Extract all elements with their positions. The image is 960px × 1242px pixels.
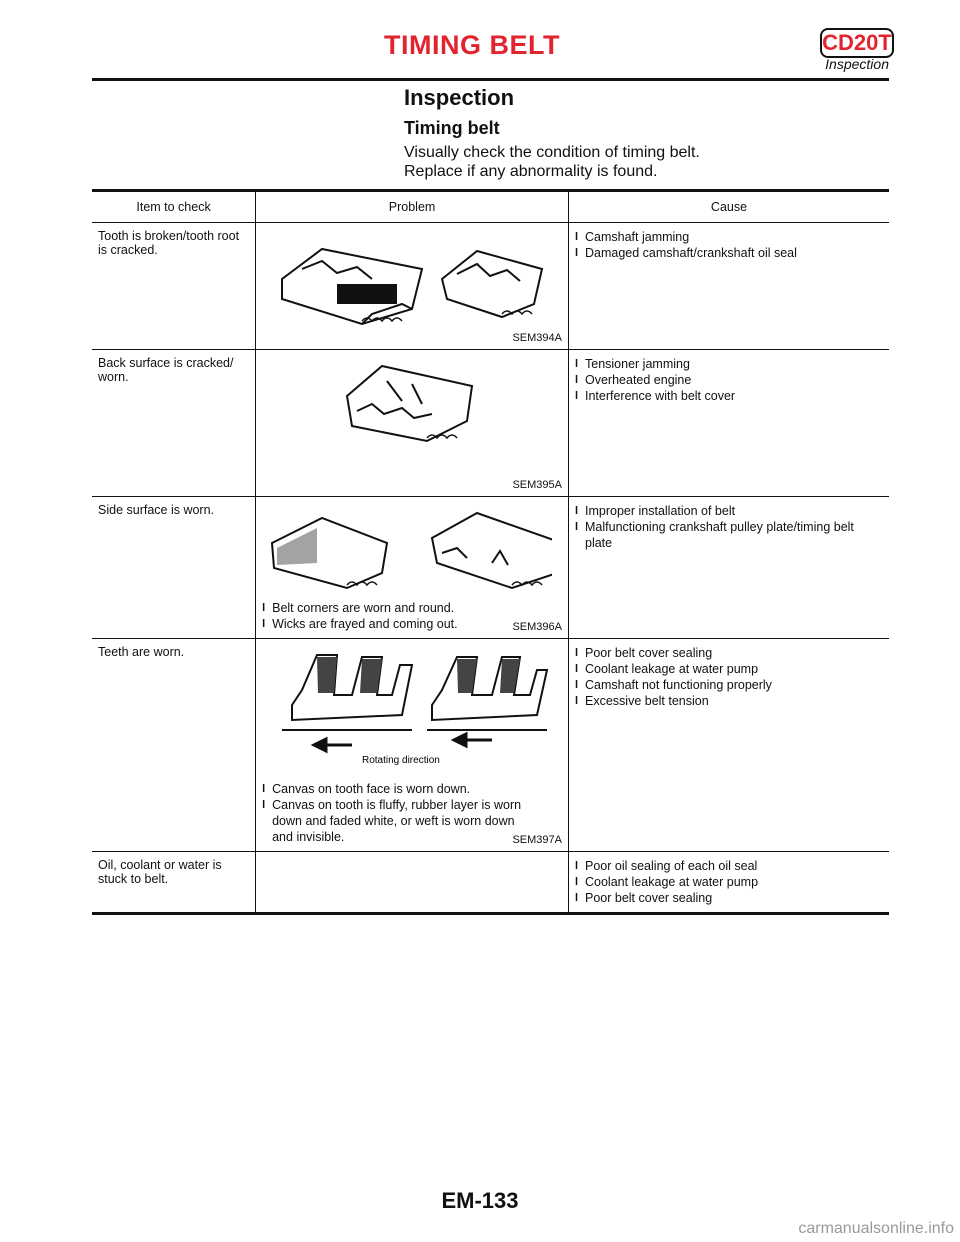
col-header-problem: Problem bbox=[256, 191, 569, 223]
cause-cell bbox=[569, 639, 890, 852]
col-header-cause: Cause bbox=[569, 191, 890, 223]
cause-item: l Camshaft not functioning properly bbox=[575, 677, 883, 693]
problem-note: l Belt corners are worn and round. bbox=[262, 600, 522, 616]
cracked-back-belt-illustration bbox=[262, 356, 552, 471]
cause-item: l Overheated engine bbox=[575, 372, 883, 388]
problem-notes bbox=[262, 600, 522, 632]
item-text: Side surface is worn. bbox=[98, 503, 215, 517]
cause-item: l Improper installation of belt bbox=[575, 503, 883, 519]
problem-cell bbox=[256, 223, 569, 350]
problem-cell bbox=[256, 852, 569, 914]
engine-code-badge: CD20T bbox=[820, 28, 894, 58]
item-text: Oil, coolant or water is stuck to belt. bbox=[98, 858, 222, 886]
cause-cell bbox=[569, 223, 890, 350]
cause-item: l Excessive belt tension bbox=[575, 693, 883, 709]
watermark: carmanualsonline.info bbox=[798, 1220, 954, 1237]
problem-note: l Canvas on tooth face is worn down. bbox=[262, 781, 537, 797]
item-cell bbox=[92, 223, 256, 350]
intro-text bbox=[404, 143, 700, 181]
cause-list bbox=[575, 356, 883, 404]
intro-line: Visually check the condition of timing belt. bbox=[404, 144, 700, 161]
figure-ref: SEM395A bbox=[512, 479, 562, 491]
cause-item: l Coolant leakage at water pump bbox=[575, 874, 883, 890]
cause-cell bbox=[569, 497, 890, 639]
problem-cell bbox=[256, 639, 569, 852]
item-cell bbox=[92, 497, 256, 639]
table-row bbox=[92, 497, 889, 639]
header-subtitle: Inspection bbox=[825, 56, 889, 72]
problem-cell bbox=[256, 497, 569, 639]
header-title: TIMING BELT bbox=[384, 30, 560, 60]
header-rule bbox=[92, 78, 889, 81]
item-cell bbox=[92, 350, 256, 497]
section-subheading: Timing belt bbox=[404, 118, 500, 138]
table-row bbox=[92, 639, 889, 852]
intro-line: Replace if any abnormality is found. bbox=[404, 163, 658, 180]
problem-notes bbox=[262, 781, 537, 845]
cause-item: l Poor belt cover sealing bbox=[575, 890, 883, 906]
table-header-row bbox=[92, 191, 889, 223]
cause-cell bbox=[569, 852, 890, 914]
section-heading: Inspection bbox=[404, 85, 515, 110]
cause-item: l Coolant leakage at water pump bbox=[575, 661, 883, 677]
item-text: Tooth is broken/tooth root is cracked. bbox=[98, 229, 240, 257]
figure-ref: SEM397A bbox=[512, 834, 562, 846]
table-row bbox=[92, 350, 889, 497]
broken-tooth-belt-illustration bbox=[262, 229, 552, 334]
item-text: Back surface is cracked/ worn. bbox=[98, 356, 234, 384]
item-text: Teeth are worn. bbox=[98, 645, 185, 659]
col-header-item: Item to check bbox=[92, 191, 256, 223]
worn-teeth-belt-illustration bbox=[262, 645, 552, 765]
cause-list bbox=[575, 503, 883, 551]
page-number: EM-133 bbox=[441, 1188, 519, 1213]
item-cell bbox=[92, 639, 256, 852]
figure-ref: SEM396A bbox=[512, 621, 562, 633]
item-cell bbox=[92, 852, 256, 914]
cause-item: l Damaged camshaft/crankshaft oil seal bbox=[575, 245, 883, 261]
table-row bbox=[92, 852, 889, 914]
cause-list bbox=[575, 645, 883, 709]
cause-item: l Camshaft jamming bbox=[575, 229, 883, 245]
cause-item: l Poor oil sealing of each oil seal bbox=[575, 858, 883, 874]
inspection-table bbox=[92, 189, 889, 915]
cause-item: l Tensioner jamming bbox=[575, 356, 883, 372]
cause-list bbox=[575, 858, 883, 906]
rotating-direction-label: Rotating direction bbox=[362, 755, 440, 765]
cause-cell bbox=[569, 350, 890, 497]
cause-item: l Malfunctioning crankshaft pulley plate/timing belt plate bbox=[575, 519, 883, 551]
cause-item: l Poor belt cover sealing bbox=[575, 645, 883, 661]
cause-list bbox=[575, 229, 883, 261]
worn-side-belt-illustration bbox=[262, 503, 552, 593]
cause-item: l Interference with belt cover bbox=[575, 388, 883, 404]
table-row bbox=[92, 223, 889, 350]
problem-note: l Wicks are frayed and coming out. bbox=[262, 616, 522, 632]
problem-cell bbox=[256, 350, 569, 497]
figure-ref: SEM394A bbox=[512, 332, 562, 344]
problem-note: l Canvas on tooth is fluffy, rubber layer is worn down and faded white, or weft is worn down and invisible. bbox=[262, 797, 537, 845]
